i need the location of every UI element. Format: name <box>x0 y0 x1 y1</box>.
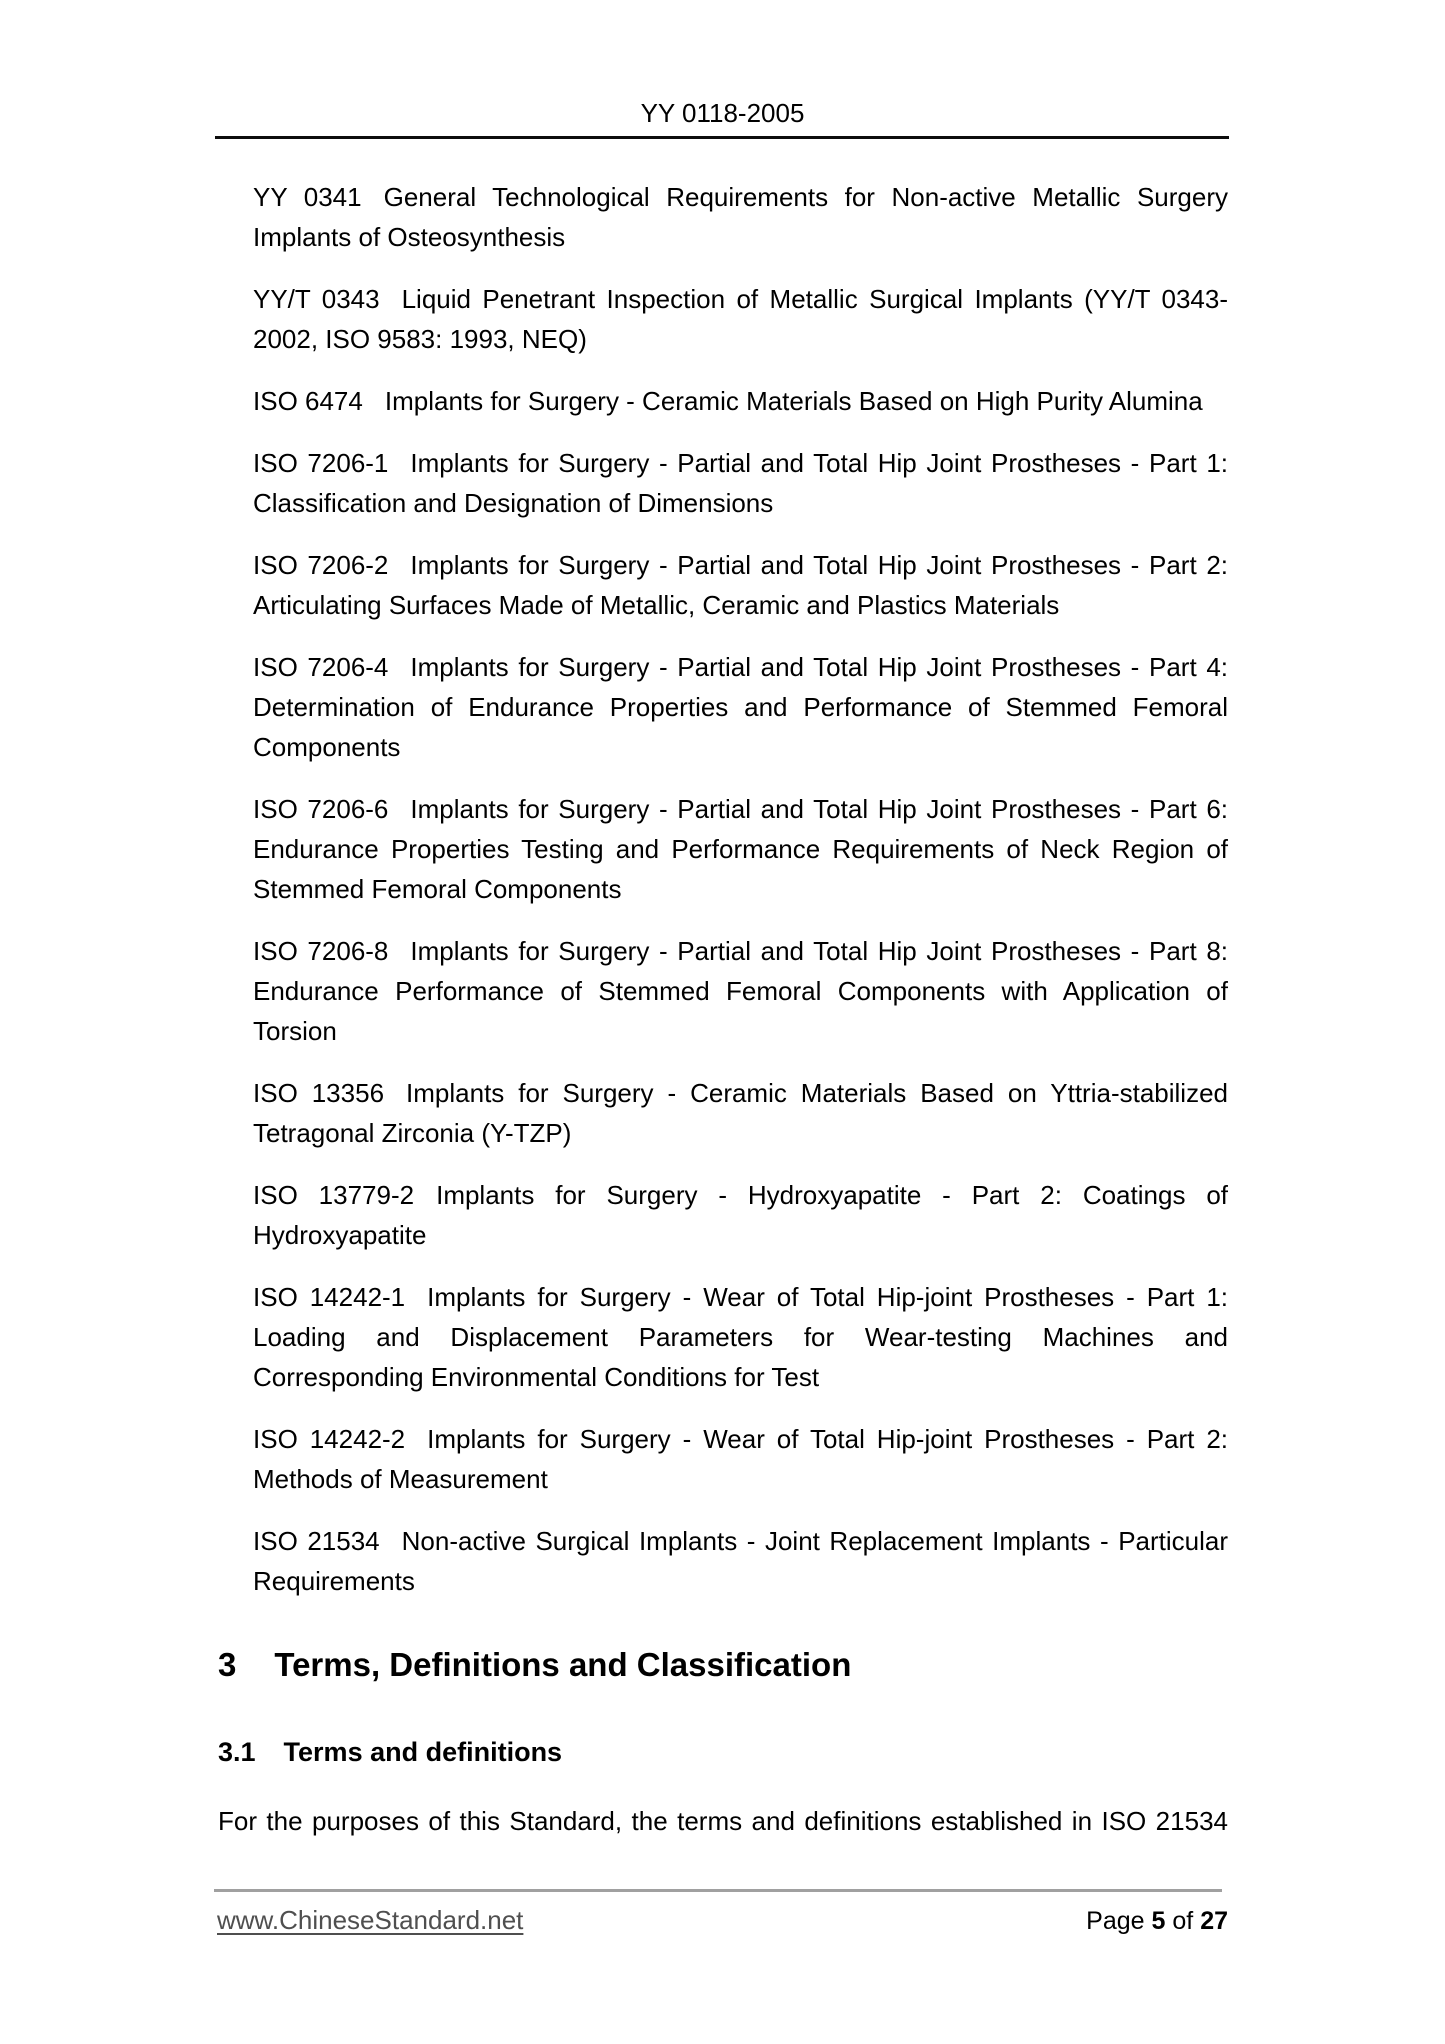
reference-title: Liquid Penetrant Inspection of Metallic Surgical Implants (YY/T 0343-2002, ISO 9583: 1993, NEQ) <box>253 284 1229 354</box>
reference-item <box>253 177 1228 257</box>
reference-title: Implants for Surgery - Wear of Total Hip-joint Prostheses - Part 2: Methods of Measurement <box>253 1424 1229 1494</box>
website-link[interactable]: www.ChineseStandard.net <box>217 1905 524 1935</box>
normative-references-list <box>253 177 1228 1601</box>
reference-title: Implants for Surgery - Ceramic Materials Based on High Purity Alumina <box>384 386 1203 416</box>
reference-code: YY 0341 <box>253 182 362 212</box>
reference-title: Non-active Surgical Implants - Joint Replacement Implants - Particular Requirements <box>253 1526 1229 1596</box>
footer-rule <box>214 1889 1222 1892</box>
reference-title: General Technological Requirements for Non-active Metallic Surgery Implants of Osteosynthesis <box>253 182 1228 252</box>
reference-code: YY/T 0343 <box>253 284 380 314</box>
reference-code: ISO 7206-2 <box>253 550 389 580</box>
page-footer <box>217 1905 1228 1936</box>
reference-code: ISO 14242-1 <box>253 1282 406 1312</box>
reference-item <box>253 279 1228 359</box>
reference-item <box>253 647 1228 767</box>
reference-item <box>253 545 1228 625</box>
reference-code: ISO 13779-2 <box>253 1180 415 1210</box>
reference-code: ISO 13356 <box>253 1078 385 1108</box>
page-number: 5 <box>1151 1907 1166 1935</box>
reference-item <box>253 931 1228 1051</box>
document-number: YY 0118-2005 <box>640 98 805 128</box>
reference-code: ISO 7206-6 <box>253 794 389 824</box>
body-paragraph: For the purposes of this Standard, the terms and definitions established in ISO 21534 <box>218 1806 1228 1836</box>
reference-item <box>253 1419 1228 1499</box>
section-number: 3 <box>218 1646 237 1683</box>
reference-title: Implants for Surgery - Partial and Total Hip Joint Prostheses - Part 8: Endurance Performance of Stemmed Femoral Components with Application of Torsion <box>253 936 1228 1046</box>
reference-item <box>253 443 1228 523</box>
reference-item <box>253 1175 1228 1255</box>
reference-code: ISO 7206-4 <box>253 652 389 682</box>
page-label: Page <box>1086 1907 1145 1935</box>
reference-code: ISO 7206-8 <box>253 936 389 966</box>
reference-title: Implants for Surgery - Partial and Total Hip Joint Prostheses - Part 1: Classification and Designation of Dimensions <box>253 448 1228 518</box>
reference-title: Implants for Surgery - Partial and Total Hip Joint Prostheses - Part 6: Endurance Properties Testing and Performance Requirements of Neck Region of Stemmed Femoral Components <box>253 794 1228 904</box>
reference-item <box>253 1277 1228 1397</box>
page-header <box>0 0 1445 139</box>
reference-item <box>253 381 1228 421</box>
subsection-title: Terms and definitions <box>283 1737 563 1767</box>
subsection-heading <box>218 1735 1228 1769</box>
reference-title: Implants for Surgery - Partial and Total Hip Joint Prostheses - Part 2: Articulating Surfaces Made of Metallic, Ceramic and Plastics Materials <box>253 550 1228 620</box>
reference-item <box>253 789 1228 909</box>
reference-code: ISO 6474 <box>253 386 363 416</box>
reference-code: ISO 21534 <box>253 1526 380 1556</box>
reference-code: ISO 14242-2 <box>253 1424 406 1454</box>
reference-title: Implants for Surgery - Wear of Total Hip-joint Prostheses - Part 1: Loading and Displacement Parameters for Wear-testing Machines and Corresponding Environmental Conditions for Test <box>253 1282 1229 1392</box>
reference-title: Implants for Surgery - Ceramic Materials Based on Yttria-stabilized Tetragonal Zirconia (Y-TZP) <box>253 1078 1228 1148</box>
subsection-number: 3.1 <box>218 1737 256 1767</box>
section-title: Terms, Definitions and Classification <box>274 1646 852 1683</box>
of-label: of <box>1172 1907 1194 1935</box>
section-heading <box>218 1645 1228 1685</box>
page-total: 27 <box>1200 1907 1228 1935</box>
reference-item <box>253 1521 1228 1601</box>
page-indicator <box>1086 1907 1228 1936</box>
reference-item <box>253 1073 1228 1153</box>
reference-code: ISO 7206-1 <box>253 448 389 478</box>
reference-title: Implants for Surgery - Partial and Total Hip Joint Prostheses - Part 4: Determination of Endurance Properties and Performance of Stemmed Femoral Components <box>253 652 1228 762</box>
reference-title: Implants for Surgery - Hydroxyapatite - Part 2: Coatings of Hydroxyapatite <box>253 1180 1228 1250</box>
header-rule <box>215 136 1229 139</box>
